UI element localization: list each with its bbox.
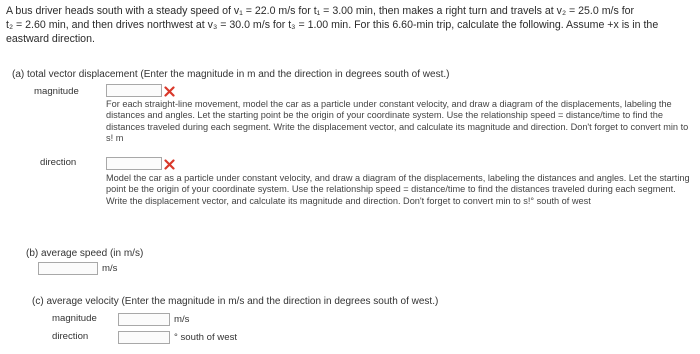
part-a-direction-label: direction [40, 157, 77, 168]
part-a-magnitude-hint-text: For each straight-line movement, model the car as a particle under constant velocity, and draw a diagram of the displacements, labeling the distances and angles. Let the starting point be the origin of your coordinate system. Use the relationship speed = distance/time to find the distances traveled during each segment. Write the displacement vector, and calculate its magnitude and direction. Don't forget to convert min to s! m [106, 99, 689, 143]
part-b-unit: m/s [102, 263, 118, 274]
part-c-magnitude-input[interactable] [118, 313, 170, 326]
part-a-direction-hint-text: Model the car as a particle under constant velocity, and draw a diagram of the displacements, labeling the distances and angles. Let the starting point be the origin of your coordinate system. Use the relationship speed = distance/time to find the distances traveled during each segment. Write the displacement vector, and calculate its magnitude and direction. Don't forget to convert min to s!° south of west [106, 173, 690, 206]
x-mark-icon [164, 159, 175, 170]
part-c-direction-input[interactable] [118, 331, 170, 344]
part-a-magnitude-hint [106, 99, 690, 144]
part-b-average-speed-input[interactable] [38, 262, 98, 275]
part-a-label: (a) total vector displacement (Enter the magnitude in m and the direction in degrees south of west.) [12, 69, 450, 80]
part-a-direction-hint [106, 173, 696, 207]
problem-statement [6, 4, 658, 46]
part-c-label: (c) average velocity (Enter the magnitude in m/s and the direction in degrees south of west.) [32, 296, 439, 307]
part-c-magnitude-unit: m/s [174, 314, 190, 325]
part-c-direction-unit: ° south of west [174, 332, 238, 343]
part-b-label: (b) average speed (in m/s) [26, 248, 144, 259]
part-a-direction-input[interactable] [106, 157, 162, 170]
problem-line-1: A bus driver heads south with a steady speed of v₁ = 22.0 m/s for t₁ = 3.00 min, then makes a right turn and travels at v₂ = 25.0 m/s for [6, 5, 635, 17]
x-mark-icon [164, 86, 175, 97]
problem-line-2: t₂ = 2.60 min, and then drives northwest at v₃ = 30.0 m/s for t₃ = 1.00 min. For this 6.60-min trip, calculate the following. Assume +x is in the [6, 19, 659, 31]
part-c-magnitude-label: magnitude [52, 313, 97, 324]
part-c-direction-label: direction [52, 331, 89, 342]
part-a-magnitude-label: magnitude [34, 86, 79, 97]
part-a-magnitude-input[interactable] [106, 84, 162, 97]
problem-line-3: eastward direction. [6, 33, 95, 45]
